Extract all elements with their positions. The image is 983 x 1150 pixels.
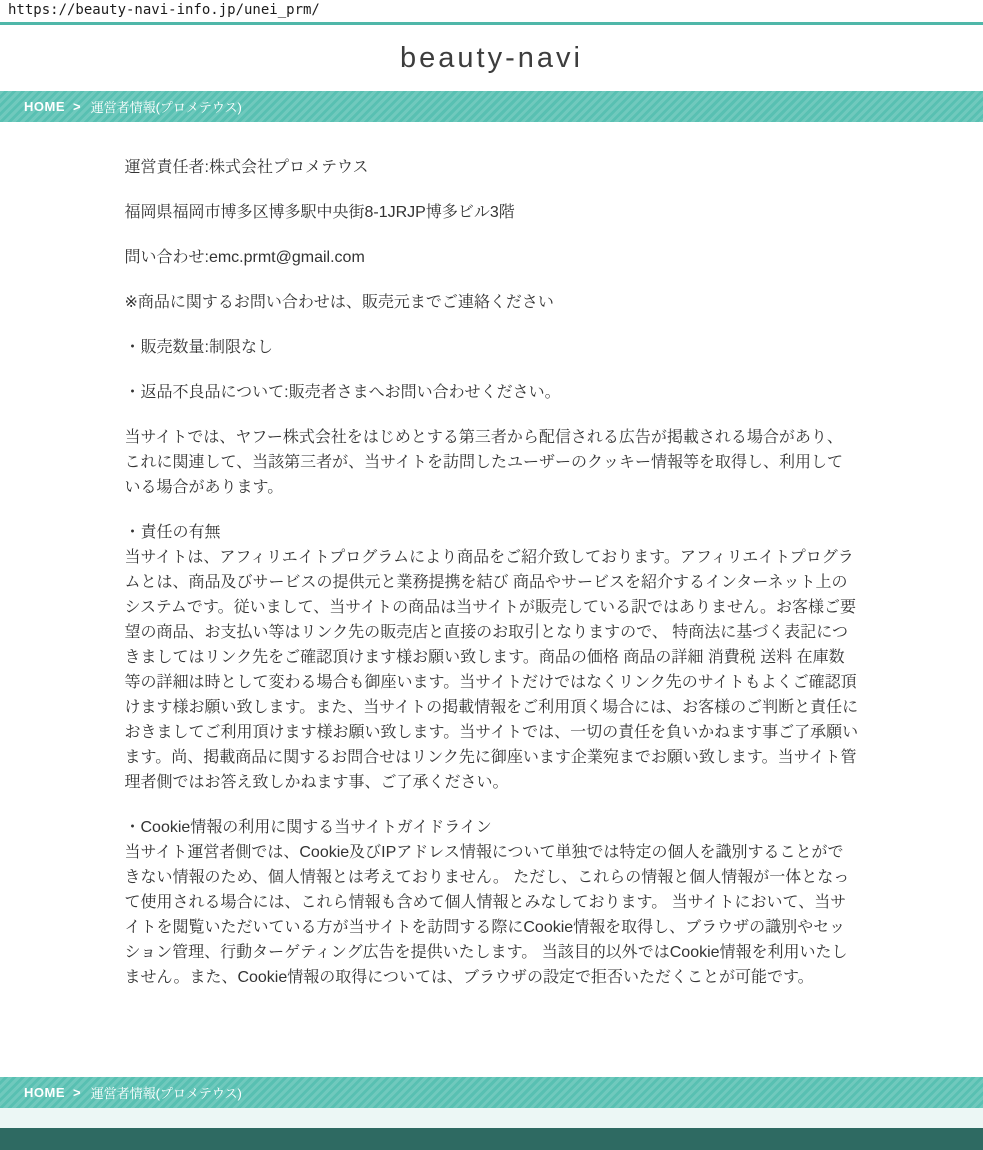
operator-info-text — [125, 122, 859, 990]
browser-address-bar[interactable] — [0, 0, 983, 22]
paragraph: ・返品不良品について:販売者さまへお問い合わせください。 — [124, 384, 561, 401]
breadcrumb-home-link[interactable]: HOME — [24, 99, 65, 114]
paragraph: ・販売数量:制限なし — [124, 339, 273, 356]
breadcrumb-home-link[interactable]: HOME — [24, 1085, 65, 1100]
breadcrumb-separator-icon: > — [73, 99, 81, 114]
breadcrumb-top — [0, 91, 983, 122]
paragraph: ・責任の有無 当サイトは、アフィリエイトプログラムにより商品をご紹介致しております。アフィリエイトプログラムとは、商品及びサービスの提供元と業務提携を結び 商品やサービスを紹介するインターネット上のシステムです。従いまして、当サイトの商品は当サイトが販売している訳ではありません。お客様ご要望の商品、お支払い等はリンク先の販売店と直接のお取引となりますので、 特商法に基づく表記につきましてはリンク先をご確認頂けます様お願い致します。商品の価格 商品の詳細 消費税 送料 在庫数等の詳細は時として変わる場合も御座います。当サイトだけではなくリンク先のサイトもよくご確認頂けます様お願い致します。また、当サイトの掲載情報をご利用頂く場合には、お客様のご判断と責任におきましてご利用頂けます様お願い致します。当サイトでは、一切の責任を負いかねます事ご了承願います。尚、掲載商品に関するお問合せはリンク先に御座います企業宛までお願い致します。当サイト管理者側ではお答え致しかねます事、ご了承ください。 — [124, 524, 859, 791]
url-text[interactable]: https://beauty-navi-info.jp/unei_prm/ — [8, 2, 320, 18]
breadcrumb-current-page: 運営者情報(プロメテウス) — [90, 100, 242, 115]
paragraph: 福岡県福岡市博多区博多駅中央街8-1JRJP博多ビル3階 — [124, 204, 515, 221]
breadcrumb-bottom — [0, 1077, 983, 1108]
breadcrumb-current-page: 運営者情報(プロメテウス) — [90, 1086, 242, 1101]
main-content — [0, 122, 983, 1077]
site-header — [0, 25, 983, 91]
paragraph: 運営責任者:株式会社プロメテウス — [124, 159, 369, 176]
paragraph: ・Cookie情報の利用に関する当サイトガイドライン 当サイト運営者側では、Cookie及びIPアドレス情報について単独では特定の個人を識別することができない情報のため、個人情報とは考えておりません。 ただし、これらの情報と個人情報が一体となって使用される場合には、これら情報も含めて個人情報とみなしております。 当サイトにおいて、当サイトを閲覧いただいている方が当サイトを訪問する際にCookie情報を取得し、ブラウザの識別やセッション管理、行動ターゲティング広告を提供いたします。 当該目的以外ではCookie情報を利用いたしません。また、Cookie情報の取得については、ブラウザの設定で拒否いただくことが可能です。 — [124, 819, 850, 986]
site-title[interactable]: beauty-navi — [400, 41, 583, 74]
footer-bar — [0, 1128, 983, 1150]
paragraph: ※商品に関するお問い合わせは、販売元までご連絡ください — [124, 294, 554, 311]
paragraph: 問い合わせ:emc.prmt@gmail.com — [124, 249, 365, 266]
footer-pale-strip — [0, 1108, 983, 1128]
breadcrumb-separator-icon: > — [73, 1085, 81, 1100]
paragraph: 当サイトでは、ヤフー株式会社をはじめとする第三者から配信される広告が掲載される場合があり、これに関連して、当該第三者が、当サイトを訪問したユーザーのクッキー情報等を取得し、利用している場合があります。 — [124, 429, 844, 496]
